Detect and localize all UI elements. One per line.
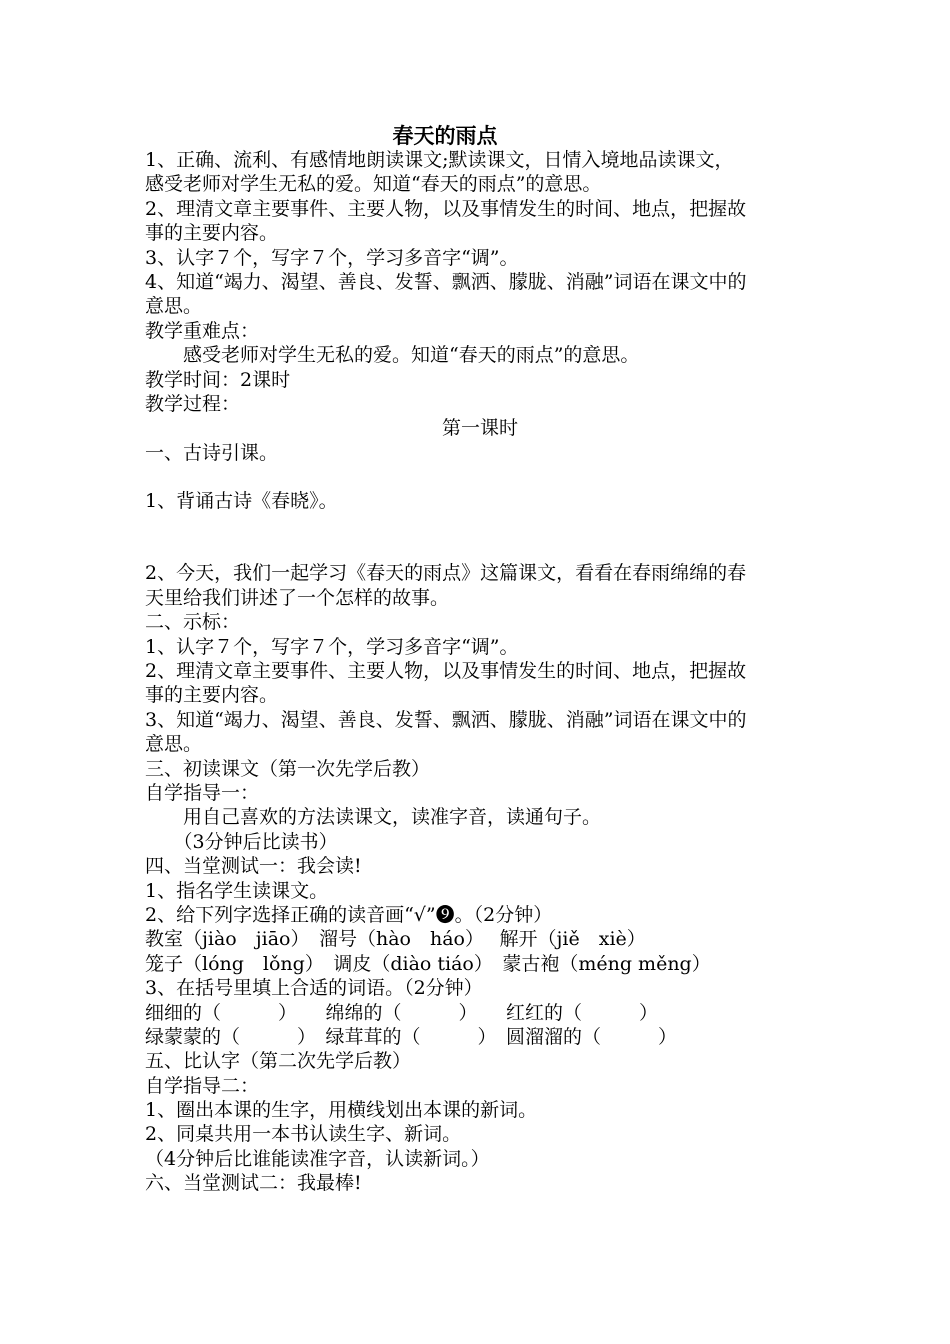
text-line: 事的主要内容。 <box>145 222 279 245</box>
text-line: 感受老师对学生无私的爱。知道“春天的雨点”的意思。 <box>145 173 602 196</box>
section-heading: 六、当堂测试二：我最棒! <box>145 1172 362 1195</box>
text-line: 3、知道“竭力、渴望、善良、发誓、飘洒、朦胧、消融”词语在课文中的 <box>145 708 747 731</box>
text-line: 2、同桌共用一本书认读生字、新词。 <box>145 1123 462 1146</box>
fill-blank-line: 细细的（ ） 绵绵的（ ） 红红的（ ） <box>145 1001 659 1024</box>
lesson-heading: 第一课时 <box>441 417 518 440</box>
section-heading: 一、古诗引课。 <box>145 441 279 464</box>
text-line: 1、认字７个，写字７个，学习多音字“调”。 <box>145 635 519 658</box>
text-line: 感受老师对学生无私的爱。知道“春天的雨点”的意思。 <box>145 344 640 367</box>
pinyin-line: 笼子（lóng lǒng） 调皮（diào tiáo） 蒙古袍（méng měng） <box>145 952 711 975</box>
document-title: 春天的雨点 <box>392 123 498 148</box>
text-line: （3分钟后比读书） <box>145 830 338 853</box>
text-line: 自学指导二： <box>145 1074 260 1097</box>
text-line: 1、背诵古诗《春晓》。 <box>145 490 338 513</box>
text-line: 教学时间：2课时 <box>145 368 291 391</box>
text-line: 意思。 <box>145 295 203 318</box>
section-heading: 五、比认字（第二次先学后教） <box>145 1050 412 1073</box>
section-heading: 二、示标： <box>145 611 241 634</box>
text-line: 1、指名学生读课文。 <box>145 879 329 902</box>
section-heading: 四、当堂测试一：我会读! <box>145 855 362 878</box>
text-line: 1、正确、流利、有感情地朗读课文;默读课文，日情入境地品读课文， <box>145 149 734 171</box>
text-line: 2、今天，我们一起学习《春天的雨点》这篇课文，看看在春雨绵绵的春 <box>145 562 747 585</box>
section-heading: 教学过程： <box>145 392 241 415</box>
text-line: 4、知道“竭力、渴望、善良、发誓、飘洒、朦胧、消融”词语在课文中的 <box>145 270 747 293</box>
text-line: （4分钟后比谁能读准字音，认读新词。） <box>145 1147 490 1170</box>
fill-blank-line: 绿蒙蒙的（ ） 绿茸茸的（ ） 圆溜溜的（ ） <box>145 1025 678 1048</box>
section-heading: 三、初读课文（第一次先学后教） <box>145 757 431 780</box>
text-line: 事的主要内容。 <box>145 684 279 707</box>
text-line: 1、圈出本课的生字，用横线划出本课的新词。 <box>145 1099 538 1122</box>
pinyin-line: 教室（jiào jiāo） 溜号（hào háo） 解开（jiě xiè） <box>145 928 646 951</box>
text-line: 用自己喜欢的方法读课文，读准字音，读通句子。 <box>145 806 602 829</box>
text-line: 2、理清文章主要事件、主要人物，以及事情发生的时间、地点，把握故 <box>145 197 747 220</box>
text-line: 2、理清文章主要事件、主要人物，以及事情发生的时间、地点，把握故 <box>145 660 747 683</box>
text-line: 天里给我们讲述了一个怎样的故事。 <box>145 586 450 609</box>
text-line: 3、认字７个，写字７个，学习多音字“调”。 <box>145 246 519 269</box>
text-line: 意思。 <box>145 733 203 756</box>
section-heading: 教学重难点： <box>145 319 260 342</box>
text-line: 3、在括号里填上合适的词语。（2分钟） <box>145 977 483 1000</box>
text-line: 2、给下列字选择正确的读音画“√”❾。（2分钟） <box>145 903 553 926</box>
text-line: 自学指导一： <box>145 781 260 804</box>
document-body <box>145 148 815 1196</box>
